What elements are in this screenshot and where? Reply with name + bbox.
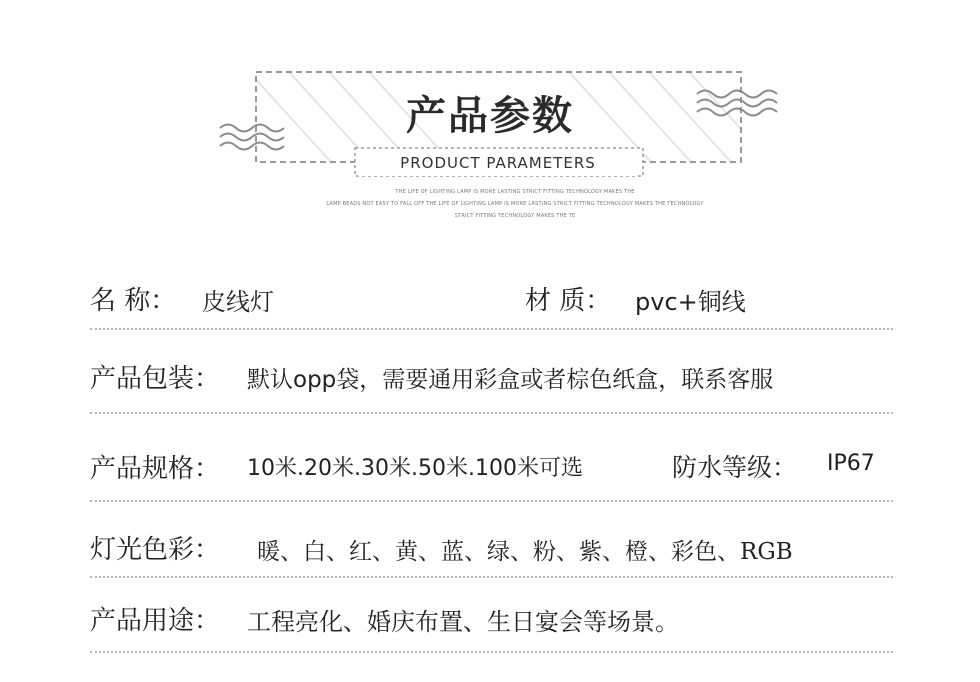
spec-label: 产品规格： [90, 454, 221, 484]
packaging-label: 产品包装： [90, 364, 221, 394]
page-subtitle: PRODUCT PARAMETERS [358, 150, 638, 176]
usage-value: 工程亮化、婚庆布置、生日宴会等场景。 [247, 608, 679, 636]
packaging-value: 默认opp袋，需要通用彩盒或者棕色纸盒，联系客服 [247, 367, 774, 393]
name-label: 名 称： [90, 286, 177, 316]
waterproof-label: 防水等级： [672, 453, 798, 482]
param-row-name-material [90, 280, 890, 316]
usage-label: 产品用途： [90, 606, 221, 636]
light-color-value: 暖、白、红、黄、蓝、绿、粉、紫、橙、彩色、RGB [257, 539, 793, 565]
tagline-line-1: THE LIFE OF LIGHTING LAMP IS MORE LASTING STRICT FITTING TECHNOLOGY MAKES THE [395, 189, 635, 195]
waterproof-value: IP67 [827, 451, 875, 476]
material-label: 材 质： [525, 286, 612, 316]
name-value: 皮线灯 [202, 288, 274, 316]
divider [90, 576, 893, 578]
param-row-spec-waterproof [90, 448, 890, 484]
divider [90, 500, 893, 502]
param-row-light-color [90, 529, 890, 565]
divider [90, 412, 893, 414]
light-color-label: 灯光色彩： [90, 535, 221, 565]
param-row-usage [90, 600, 890, 636]
divider [90, 328, 893, 330]
divider [90, 651, 893, 653]
spec-value: 10米.20米.30米.50米.100米可选 [247, 456, 583, 481]
param-row-packaging [90, 358, 890, 394]
page-title: 产品参数 [406, 93, 574, 139]
material-value: pvc+铜线 [635, 288, 746, 316]
tagline-line-2: LAMP BEADS NOT EASY TO FALL OFF THE LIFE OF LIGHTING LAMP IS MORE LASTING STRICT FITTING TECHNOLOGY MAKES THE TECHNOLOGY [326, 201, 704, 207]
tagline-line-3: STRICT FITTING TECHNOLOGY MAKES THE TE [454, 213, 576, 219]
